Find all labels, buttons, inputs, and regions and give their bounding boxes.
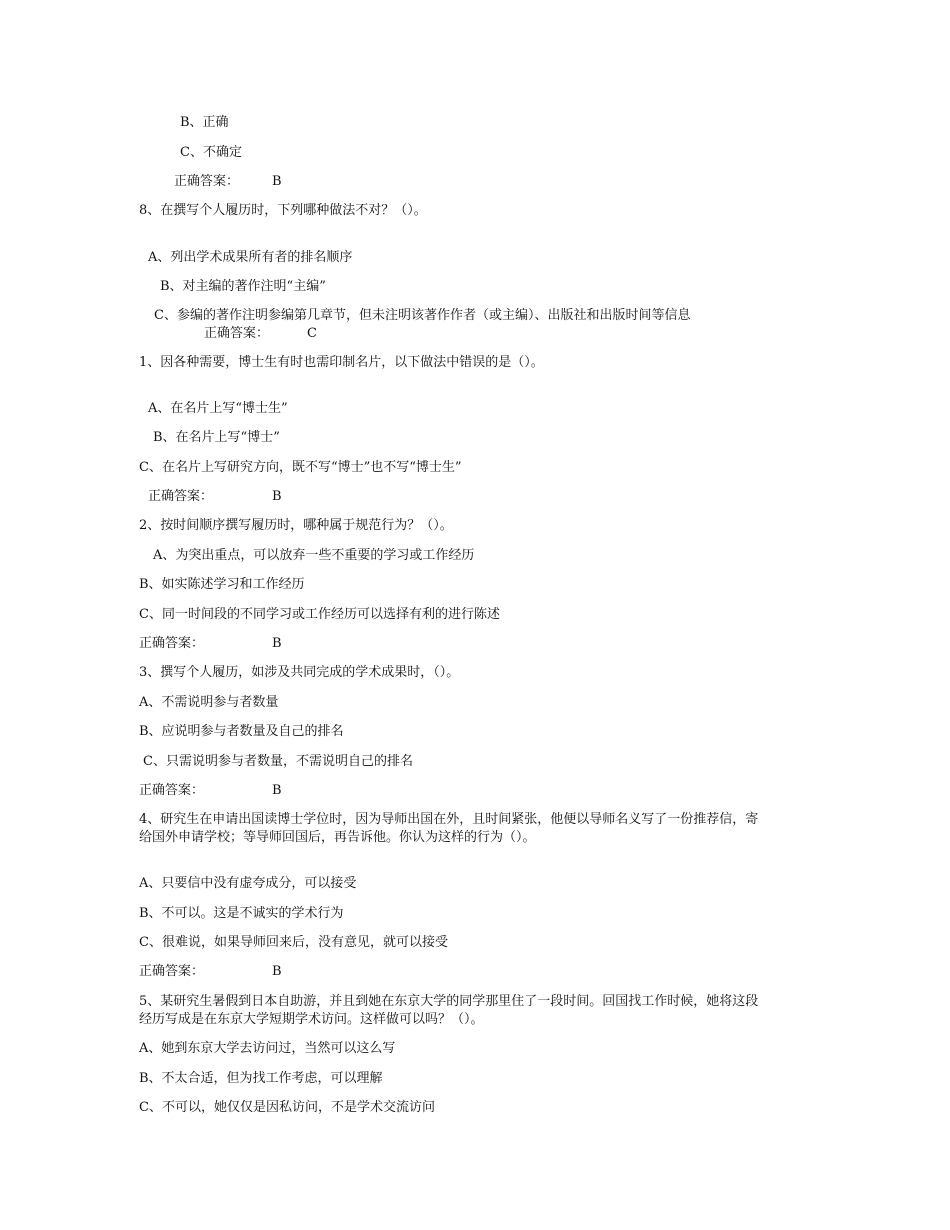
option-b: B、应说明参与者数量及自己的排名 xyxy=(139,724,344,739)
answer-label: 正确答案： xyxy=(139,964,205,979)
option-c: C、不确定 xyxy=(180,145,242,160)
question-title: 1、因各种需要，博士生有时也需印制名片，以下做法中错误的是（）。 xyxy=(139,355,544,370)
option-c: C、只需说明参与者数量，不需说明自己的排名 xyxy=(143,754,413,769)
question-title: 8、在撰写个人履历时，下列哪种做法不对？（）。 xyxy=(139,203,427,218)
option-a: A、不需说明参与者数量 xyxy=(139,695,279,710)
option-c: C、同一时间段的不同学习或工作经历可以选择有利的进行陈述 xyxy=(139,607,500,622)
option-b: B、不太合适，但为找工作考虑，可以理解 xyxy=(139,1071,383,1086)
answer-value: B xyxy=(272,489,282,504)
option-c: C、很难说，如果导师回来后，没有意见，就可以接受 xyxy=(139,935,448,950)
option-a: A、在名片上写“博士生” xyxy=(148,401,288,416)
option-b: B、如实陈述学习和工作经历 xyxy=(139,577,305,592)
option-c: C、在名片上写研究方向，既不写“博士”也不写“博士生” xyxy=(139,460,462,475)
answer-label: 正确答案： xyxy=(139,783,205,798)
answer-label: 正确答案： xyxy=(174,174,240,189)
option-b: B、在名片上写“博士” xyxy=(153,430,280,445)
option-b: B、正确 xyxy=(180,115,229,130)
option-b: B、不可以。这是不诚实的学术行为 xyxy=(139,906,344,921)
option-c: C、不可以，她仅仅是因私访问，不是学术交流访问 xyxy=(139,1100,435,1115)
question-title-line-1: 5、某研究生暑假到日本自助游，并且到她在东京大学的同学那里住了一段时间。回国找工作时候，她将这段 xyxy=(139,994,759,1009)
option-a: A、为突出重点，可以放弃一些不重要的学习或工作经历 xyxy=(153,548,475,563)
answer-value: B xyxy=(272,783,282,798)
answer-label: 正确答案： xyxy=(139,636,205,651)
answer-label: 正确答案： xyxy=(148,489,214,504)
question-title-line-1: 4、研究生在申请出国读博士学位时，因为导师出国在外，且时间紧张，他便以导师名义写了一份推荐信，寄 xyxy=(139,812,759,827)
answer-label: 正确答案： xyxy=(204,326,270,341)
question-title: 2、按时间顺序撰写履历时，哪种属于规范行为？（）。 xyxy=(139,518,453,533)
question-title-line-2: 经历写成是在东京大学短期学术访问。这样做可以吗？（）。 xyxy=(139,1012,484,1027)
answer-value: C xyxy=(307,326,317,341)
option-a: A、只要信中没有虚夸成分，可以接受 xyxy=(139,876,357,891)
option-a: A、她到东京大学去访问过，当然可以这么写 xyxy=(139,1041,396,1056)
answer-value: B xyxy=(272,636,282,651)
question-title-line-2: 给国外申请学校；等导师回国后，再告诉他。你认为这样的行为（）。 xyxy=(139,830,536,845)
option-a: A、列出学术成果所有者的排名顺序 xyxy=(148,250,353,265)
option-c: C、参编的著作注明参编第几章节，但未注明该著作作者（或主编）、出版社和出版时间等信息 xyxy=(154,308,691,323)
option-b: B、对主编的著作注明“主编” xyxy=(160,279,326,294)
answer-value: B xyxy=(272,174,282,189)
answer-value: B xyxy=(272,964,282,979)
question-title: 3、撰写个人履历，如涉及共同完成的学术成果时，（）。 xyxy=(139,665,460,680)
